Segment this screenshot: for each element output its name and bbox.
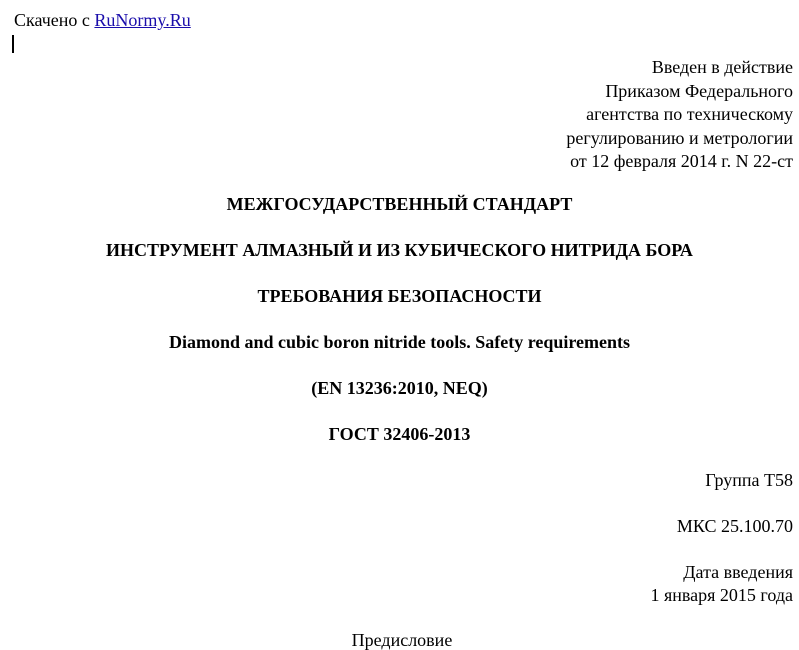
effective-date-value: 1 января 2015 года	[650, 585, 793, 605]
approval-line: Введен в действие	[651, 57, 793, 77]
standard-type: МЕЖГОСУДАРСТВЕННЫЙ СТАНДАРТ	[226, 194, 573, 214]
effective-date-block	[650, 561, 793, 607]
source-link[interactable]: RuNormy.Ru	[94, 10, 191, 30]
text-cursor	[12, 35, 14, 53]
standard-subtitle-ru: ТРЕБОВАНИЯ БЕЗОПАСНОСТИ	[257, 286, 542, 306]
classification-group: Группа Т58	[705, 470, 793, 490]
approval-block	[566, 56, 793, 174]
approval-line: от 12 февраля 2014 г. N 22-ст	[570, 151, 793, 171]
approval-line: Приказом Федерального	[605, 80, 793, 101]
standard-code: ГОСТ 32406-2013	[328, 424, 471, 444]
standard-reference: (EN 13236:2010, NEQ)	[311, 378, 488, 398]
standard-title-ru: ИНСТРУМЕНТ АЛМАЗНЫЙ И ИЗ КУБИЧЕСКОГО НИТРИДА БОРА	[106, 240, 693, 260]
source-line	[14, 9, 191, 31]
preface-heading: Предисловие	[351, 630, 453, 650]
approval-line: агентства по техническому	[586, 104, 793, 124]
approval-line: регулированию и метрологии	[566, 127, 793, 148]
source-prefix: Скачено с	[14, 10, 95, 30]
standard-title-en: Diamond and cubic boron nitride tools. Safety requirements	[168, 332, 631, 352]
effective-date-label: Дата введения	[683, 562, 793, 582]
classification-mks: МКС 25.100.70	[676, 516, 793, 536]
